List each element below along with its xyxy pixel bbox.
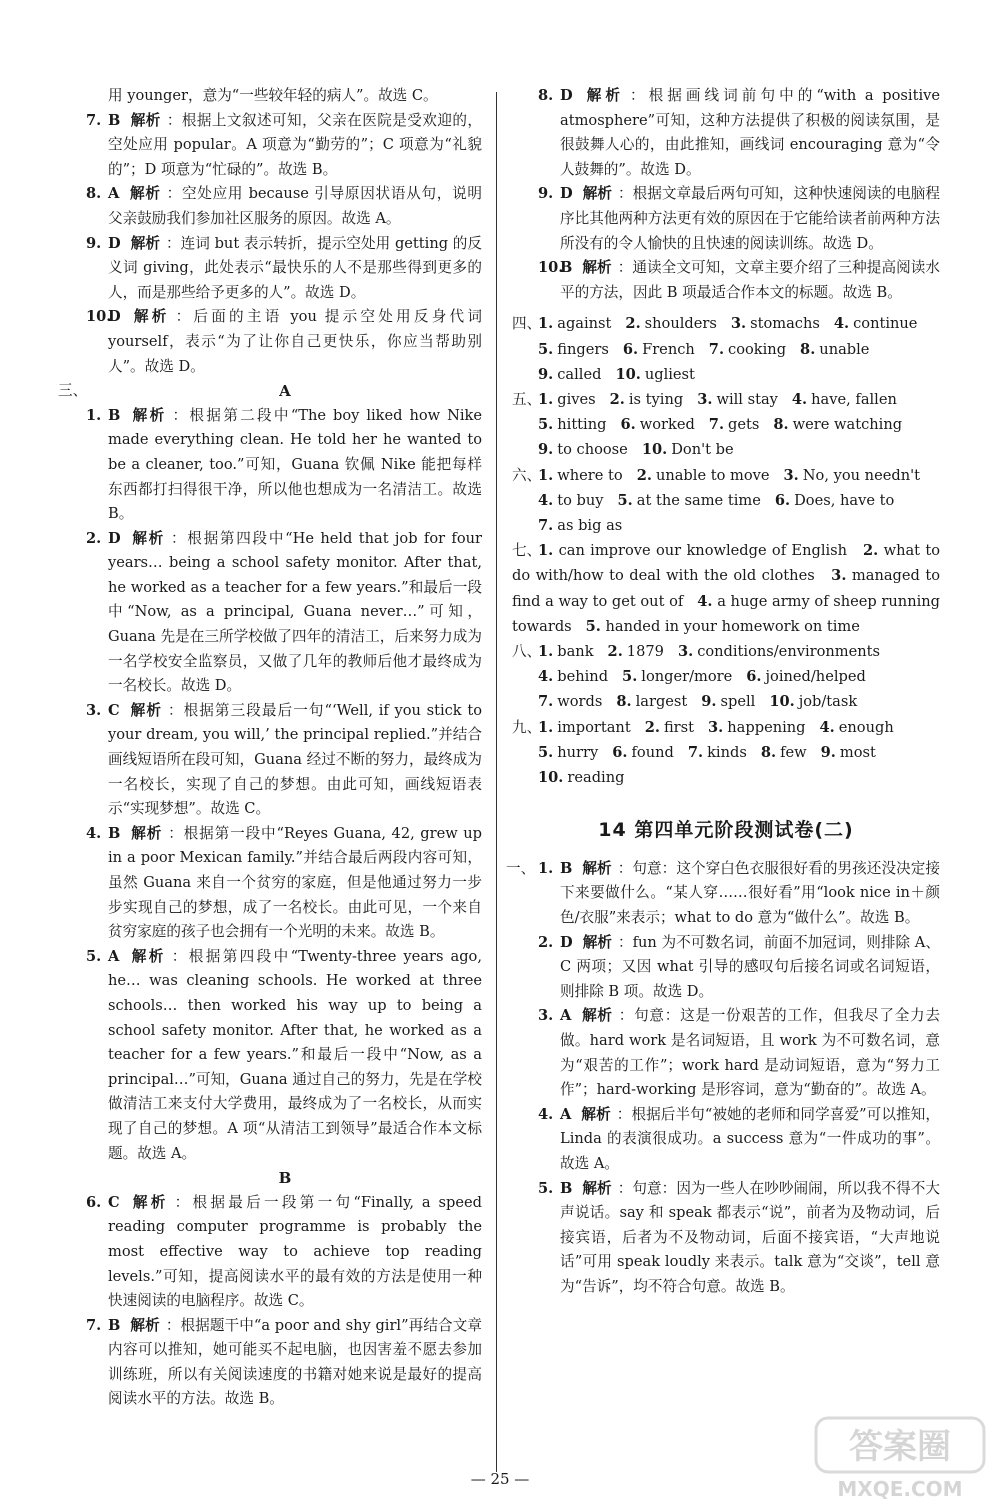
fill-answer <box>820 719 894 736</box>
fill-answer <box>642 441 734 458</box>
fill-number: 5. <box>538 340 554 358</box>
fill-number: 5. <box>622 668 638 686</box>
watermark-url: MXQE.COM <box>837 1477 963 1501</box>
fill-number: 1. <box>538 718 554 736</box>
fill-text: hurry <box>557 743 599 761</box>
fill-text: cooking <box>728 340 787 358</box>
fill-number: 2. <box>625 315 641 333</box>
item-answer: D <box>108 308 121 326</box>
fill-text: what to do with/how to deal with the old clothes <box>512 542 941 585</box>
fill-text: most <box>839 743 876 761</box>
fill-section-sec5 <box>512 387 940 463</box>
item-answer: A <box>560 1007 572 1025</box>
fill-number: 2. <box>644 718 660 736</box>
fill-text: handed in your homework on time <box>605 617 860 635</box>
fill-number: 9. <box>701 693 717 711</box>
analysis-text: ：连词 but 表示转折，提示空处用 getting 的反义词 giving，此处表示“最快乐的人不是那些得到更多的人，而是那些给予更多的人”。故选 D。 <box>108 234 482 301</box>
fill-text: gets <box>728 416 760 434</box>
fill-number: 4. <box>833 315 850 333</box>
fill-text: unable <box>819 340 870 358</box>
answer-item <box>58 305 482 379</box>
fill-text: Don't be <box>671 441 734 459</box>
answer-group-c <box>58 1191 482 1412</box>
answer-item <box>58 109 482 183</box>
fill-number: 6. <box>612 743 628 761</box>
item-number: 8. <box>538 87 554 104</box>
unit-section-one <box>506 857 940 1300</box>
fill-text: called <box>557 365 602 383</box>
page-number: — 25 — <box>470 1470 530 1488</box>
analysis-text: ：句意：这是一份艰苦的工作，但我尽了全力去做。hard work 是名词短语，且 work 为不可数名词，意为“艰苦的工作”；work hard 是动词短语，意为“努力工作”；hard-working 是形容词，意为“勤奋的”。故选 A。 <box>560 1007 940 1099</box>
fill-answer <box>538 441 628 458</box>
fill-answer <box>708 719 805 736</box>
item-number: 2. <box>538 933 554 951</box>
fill-section-sec8 <box>512 639 940 715</box>
fill-number: 4. <box>538 668 554 686</box>
section-one-mark: 一、 <box>506 859 536 877</box>
fill-number: 9. <box>538 441 554 459</box>
analysis-text: ：fun 为不可数名词，前面不加冠词，则排除 A、C 两项；又因 what 引导的感叹句后接名词或名词短语，则排除 B 项。故选 D。 <box>560 933 940 1000</box>
left-column <box>58 84 482 1412</box>
fill-answer <box>622 668 732 685</box>
fill-answer <box>538 643 594 660</box>
answer-item <box>58 404 482 527</box>
item-answer: C <box>108 1193 120 1211</box>
fill-text: No, you needn't <box>802 466 920 484</box>
analysis-label: 解析 <box>582 259 612 277</box>
item-answer: B <box>108 1316 121 1334</box>
fill-number: 5. <box>538 416 554 434</box>
fill-row <box>538 513 940 538</box>
fill-text: hitting <box>557 416 607 434</box>
analysis-text: ：根据上文叙述可知，父亲在医院是受欢迎的，空处应用 popular。A 项意为“勤劳的”；C 项意为“礼貌的”；D 项意为“忙碌的”。故选 B。 <box>108 111 482 178</box>
fill-answer <box>834 315 918 332</box>
analysis-text: ：根据第二段中“The boy liked how Nike made everything clean. He told her he wanted to be a cleaner, too.”可知，Guana 钦佩 Nike 能把每样东西都打扫得很干净，所以他也想成为一名清洁工。故选 B。 <box>108 406 482 523</box>
fill-text: shoulders <box>644 315 717 333</box>
item-number: 3. <box>538 1007 554 1025</box>
item-number: 4. <box>86 824 102 842</box>
fill-text: unable to move <box>655 466 770 484</box>
fill-answer <box>538 416 606 433</box>
fill-text: against <box>557 315 612 333</box>
fill-text: will stay <box>716 390 778 408</box>
fill-text: as big as <box>557 516 623 534</box>
fill-answer <box>623 341 695 358</box>
fill-answer <box>625 315 716 332</box>
analysis-text: ：根据第三段最后一句“‘Well, if you stick to your dream, you will,’ the principal replied.”并结合画线短语所在段可知，Guana 经过不断的努力，最终成为一名校长，实现了自己的梦想。由此可知，画线短语表示“实现梦想”。故选 C。 <box>108 701 482 818</box>
fill-row <box>538 488 940 513</box>
fill-number: 8. <box>760 743 777 761</box>
item-number: 4. <box>538 1105 554 1123</box>
fill-text: can improve our knowledge of English <box>558 542 848 560</box>
fill-row <box>538 437 940 462</box>
fill-answer <box>620 416 694 433</box>
fill-answer <box>538 744 598 761</box>
item-answer: A <box>108 947 120 965</box>
fill-answer <box>538 341 609 358</box>
item-answer: D <box>560 933 573 951</box>
fill-text: fingers <box>557 340 609 358</box>
fill-answer <box>761 744 807 761</box>
fill-number: 4. <box>538 491 554 509</box>
analysis-text: ：句意：这个穿白色衣服很好看的男孩还没决定接下来要做什么。“某人穿……很好看”用“look nice in＋颜色/衣服”来表示；what to do 意为“做什么”。故选 B。 <box>560 859 940 926</box>
item-answer: A <box>108 185 120 203</box>
fill-text: spell <box>720 693 756 711</box>
answer-item <box>512 1177 940 1300</box>
fill-answer <box>538 517 622 534</box>
item-number: 10. <box>538 259 564 277</box>
fill-text: Does, have to <box>794 491 895 509</box>
fill-number: 5. <box>585 617 601 635</box>
fill-text: ugliest <box>644 365 695 383</box>
fill-text: longer/more <box>641 668 733 686</box>
fill-text: found <box>631 743 674 761</box>
fill-row <box>538 412 940 437</box>
fill-number: 2. <box>636 466 652 484</box>
answer-item <box>512 857 940 931</box>
analysis-text: ：根据文章最后两句可知，这种快速阅读的电脑程序比其他两种方法更有效的原因在于它能给读者前两种方法所没有的令人愉快的且快速的阅读训练。故选 D。 <box>560 185 940 252</box>
fill-number: 6. <box>622 340 639 358</box>
analysis-label: 解析 <box>130 1316 160 1334</box>
fill-row <box>538 689 940 714</box>
section-mark: 五、 <box>512 390 542 408</box>
fill-in-sections <box>512 311 940 790</box>
fill-answer <box>538 366 601 383</box>
fill-answer <box>731 315 820 332</box>
watermark-logo-text: 答案圈 <box>849 1427 951 1467</box>
item-number: 5. <box>538 1179 554 1197</box>
analysis-label: 解析 <box>582 87 624 104</box>
answer-item <box>58 822 482 945</box>
answer-item <box>58 1314 482 1412</box>
fill-number: 2. <box>607 642 623 660</box>
fill-number: 8. <box>616 693 632 711</box>
answer-item <box>512 1103 940 1177</box>
analysis-text: ：根据后半句“被她的老师和同学喜爱”可以推知，Linda 的表演很成功。a success 意为“一件成功的事”。故选 A。 <box>560 1105 940 1172</box>
fill-number: 10. <box>615 365 641 383</box>
fill-number: 10. <box>538 769 564 786</box>
analysis-label: 解析 <box>130 111 161 129</box>
fill-section-sec4 <box>512 311 940 387</box>
fill-answer <box>784 467 920 484</box>
fill-number: 1. <box>538 315 554 333</box>
fill-text: were watching <box>792 416 903 434</box>
intro-line: 用 younger，意为“一些较年轻的病人”。故选 C。 <box>108 87 438 104</box>
fill-number: 6. <box>774 491 791 509</box>
answer-group-b <box>58 404 482 1166</box>
column-divider <box>496 92 497 1472</box>
analysis-label: 解析 <box>582 185 612 203</box>
item-answer: D <box>560 87 573 104</box>
fill-answer <box>697 391 778 408</box>
section-three-header <box>58 379 482 404</box>
analysis-label: 解析 <box>582 1179 612 1197</box>
fill-answer <box>792 391 897 408</box>
answer-item <box>512 84 940 182</box>
item-answer: B <box>560 259 573 277</box>
fill-answer <box>709 416 760 433</box>
analysis-text: ：后面的主语 you 提示空处用反身代词 yourself，表示“为了让你自己更快乐，你应当帮助别人”。故选 D。 <box>108 308 482 375</box>
item-answer: B <box>108 406 121 424</box>
fill-answer <box>769 693 857 710</box>
fill-answer <box>612 744 674 761</box>
fill-row <box>538 362 940 387</box>
fill-number: 7. <box>538 693 554 711</box>
analysis-label: 解析 <box>129 947 166 965</box>
fill-number: 9. <box>820 743 836 761</box>
passage-a-label: A <box>279 382 291 401</box>
fill-answer <box>538 719 631 736</box>
fill-text: bank <box>557 642 594 660</box>
fill-text: a huge army of sheep running towards <box>512 592 941 635</box>
analysis-label: 解析 <box>129 1193 169 1211</box>
analysis-label: 解析 <box>130 824 163 842</box>
analysis-text: ：根据最后一段第一句“Finally, a speed reading computer programme is probably the most effective way to achieve top reading levels.”可知，提高阅读水平的最有效的方法是使用一种快速阅读的电脑程序。故选 C。 <box>108 1193 482 1310</box>
analysis-label: 解析 <box>582 859 612 877</box>
fill-number: 3. <box>783 466 799 484</box>
section-mark: 七、 <box>512 542 542 560</box>
item-answer: C <box>108 701 120 719</box>
answer-item <box>58 232 482 306</box>
fill-number: 9. <box>538 365 554 383</box>
fill-number: 4. <box>697 592 713 610</box>
fill-answer <box>538 315 611 332</box>
fill-answer <box>637 467 770 484</box>
fill-number: 6. <box>620 416 636 434</box>
analysis-text: ：根据画线词前句中的“with a positive atmosphere”可知，这种方法提供了积极的阅读氛围，是很鼓舞人心的，由此推知，画线词 encouraging 意为“令人鼓舞的”。故选 D。 <box>560 87 940 178</box>
section-mark: 四、 <box>512 315 542 333</box>
analysis-label: 解析 <box>130 308 170 326</box>
fill-row <box>538 664 940 689</box>
fill-text: enough <box>838 718 894 736</box>
analysis-label: 解析 <box>130 529 165 547</box>
fill-number: 2. <box>863 542 879 560</box>
fill-number: 4. <box>791 390 808 408</box>
fill-number: 1. <box>538 390 554 408</box>
fill-answer <box>688 744 747 761</box>
fill-number: 3. <box>677 642 694 660</box>
item-number: 5. <box>86 947 102 965</box>
item-number: 3. <box>86 701 102 719</box>
analysis-label: 解析 <box>581 1105 611 1123</box>
item-number: 9. <box>538 185 554 203</box>
answer-item <box>58 945 482 1166</box>
fill-number: 1. <box>538 642 554 660</box>
item-number: 6. <box>86 1193 102 1211</box>
fill-answer <box>709 341 786 358</box>
fill-row <box>538 765 940 790</box>
item-answer: D <box>108 234 121 252</box>
unit-answer-list <box>512 857 940 1300</box>
item-answer: D <box>560 185 573 203</box>
fill-text: few <box>780 743 807 761</box>
fill-number: 8. <box>800 340 816 358</box>
fill-text: French <box>642 340 695 358</box>
fill-number: 7. <box>687 743 704 761</box>
fill-row <box>538 740 940 765</box>
fill-text: stomachs <box>750 315 820 333</box>
fill-text: managed to find a way to get out of <box>512 567 941 610</box>
fill-section-sec7 <box>512 538 940 639</box>
unit-title: 14 第四单元阶段测试卷(二) <box>598 819 854 842</box>
analysis-label: 解析 <box>582 933 612 951</box>
fill-answer <box>701 693 755 710</box>
fill-answer <box>538 668 608 685</box>
fill-number: 1. <box>538 542 554 560</box>
answer-group-a <box>58 109 482 380</box>
fill-text: where to <box>557 466 623 484</box>
answer-item <box>512 931 940 1005</box>
fill-text: important <box>557 718 631 736</box>
fill-number: 7. <box>538 516 554 534</box>
fill-row <box>538 311 940 336</box>
fill-answer <box>618 492 761 509</box>
fill-number: 4. <box>819 718 835 736</box>
passage-b-label: B <box>278 1169 292 1188</box>
fill-answer <box>538 492 604 509</box>
fill-answer <box>678 643 880 660</box>
fill-text: have, fallen <box>811 390 897 408</box>
fill-text: joined/helped <box>765 668 866 686</box>
answer-item <box>58 1191 482 1314</box>
section-three-mark: 三、 <box>58 382 88 400</box>
fill-text: first <box>663 718 695 736</box>
fill-number: 3. <box>708 718 724 736</box>
section-mark: 九、 <box>512 718 542 736</box>
fill-text: conditions/environments <box>697 642 881 660</box>
section-mark: 八、 <box>512 642 542 660</box>
fill-number: 5. <box>538 743 554 761</box>
fill-number: 8. <box>773 416 789 434</box>
answer-item <box>58 699 482 822</box>
fill-text: happening <box>727 718 806 736</box>
item-answer: B <box>560 1179 573 1197</box>
fill-row <box>538 337 940 362</box>
fill-answer <box>775 492 894 509</box>
fill-answer <box>538 391 596 408</box>
fill-number: 6. <box>746 668 762 686</box>
analysis-label: 解析 <box>130 406 167 424</box>
analysis-text: ：根据第一段中“Reyes Guana, 42, grew up in a poor Mexican family.”并结合最后两段内容可知，虽然 Guana 来自一个贫穷的家庭，但是他通过努力一步步实现自己的梦想，成了一名校长。由此可见，一个来自贫穷家庭的孩子也会拥有一个光明的未来。故选 B。 <box>108 824 482 941</box>
fill-section-sec6 <box>512 463 940 539</box>
fill-text: at the same time <box>636 491 761 509</box>
fill-answer <box>538 693 602 710</box>
fill-row <box>538 463 940 488</box>
watermark-logo <box>810 1412 990 1504</box>
analysis-text: ：空处应用 because 引导原因状语从句，说明父亲鼓励我们参加社区服务的原因。故选 A。 <box>108 185 482 227</box>
answer-item <box>58 527 482 699</box>
fill-number: 3. <box>697 390 713 408</box>
item-answer: B <box>560 859 573 877</box>
fill-answer <box>608 643 664 660</box>
fill-answer <box>538 542 847 559</box>
fill-text: gives <box>557 390 596 408</box>
analysis-label: 解析 <box>129 701 162 719</box>
fill-text: behind <box>557 668 609 686</box>
fill-text: worked <box>639 416 695 434</box>
answer-item <box>512 256 940 305</box>
item-number: 7. <box>86 1316 102 1334</box>
analysis-text: ：通读全文可知，文章主要介绍了三种提高阅读水平的方法，因此 B 项最适合作本文的标题。故选 B。 <box>560 259 940 301</box>
analysis-text: ：根据题干中“a poor and shy girl”再结合文章内容可以推知，她可能买不起电脑，也因害羞不愿去参加训练班，所以有关阅读速度的书籍对她来说是最好的提高阅读水平的方法。故选 B。 <box>108 1316 482 1408</box>
analysis-label: 解析 <box>581 1007 613 1025</box>
item-number: 2. <box>86 529 102 547</box>
fill-number: 7. <box>708 416 725 434</box>
answer-item <box>512 1004 940 1102</box>
right-column <box>506 84 941 1299</box>
fill-text: continue <box>853 315 918 333</box>
analysis-text: ：根据第四段中“Twenty-three years ago, he… was cleaning schools. He worked at three schools… then worked his way up to being a school safety monitor. After that, he worked as a teacher for a few years.”和最后一段中“Now, as a principal…”可知，Guana 通过自己的努力，先是在学校做清洁工来支付大学费用，最终成为了一名校长，从而实现了自己的梦想。A 项“从清洁工到领导”最适合作本文标题。故选 A。 <box>108 947 482 1162</box>
fill-answer <box>800 341 869 358</box>
item-answer: B <box>108 111 121 129</box>
item-answer: A <box>560 1105 572 1123</box>
fill-answer <box>746 668 866 685</box>
answer-group-right <box>512 84 940 305</box>
fill-answer <box>645 719 694 736</box>
fill-answer <box>821 744 876 761</box>
fill-answer <box>773 416 902 433</box>
fill-number: 1. <box>538 466 554 484</box>
fill-answer <box>586 618 860 635</box>
analysis-label: 解析 <box>130 234 160 252</box>
fill-answer <box>615 366 694 383</box>
item-number: 7. <box>86 111 102 129</box>
fill-number: 10. <box>641 441 668 459</box>
fill-text: 1879 <box>626 642 664 660</box>
analysis-text: ：根据第四段中“He held that job for four years… being a school safety monitor. After that, he worked as a teacher for a few years.”和最后一段中“Now, as a principal, Guana never…”可知，Guana 先是在三所学校做了四年的清洁工，后来努力成为一名学校安全监察员，又做了几年的教师后他才最终成为一名校长。故选 D。 <box>108 529 482 695</box>
analysis-label: 解析 <box>129 185 161 203</box>
fill-text: largest <box>635 693 688 711</box>
item-number: 9. <box>86 234 102 252</box>
fill-number: 2. <box>609 390 625 408</box>
fill-number: 5. <box>617 491 633 509</box>
fill-text: reading <box>567 769 625 786</box>
fill-text: to choose <box>557 441 628 459</box>
fill-row <box>538 715 940 740</box>
fill-number: 3. <box>730 315 747 333</box>
fill-text: job/task <box>798 693 858 711</box>
fill-number: 7. <box>708 340 725 358</box>
fill-answer <box>538 769 624 786</box>
item-number: 1. <box>86 406 102 424</box>
fill-answer <box>538 467 623 484</box>
fill-section-sec9 <box>512 715 940 791</box>
analysis-text: ：句意：因为一些人在吵吵闹闹，所以我不得不大声说话。say 和 speak 都表示“说”，前者为及物动词，后接宾语，后者为不及物动词，后面不接宾语，“大声地说话”可用 speak loudly 来表示。talk 意为“交谈”，tell 意为“告诉”，均不符合句意。故选 B。 <box>560 1179 940 1295</box>
section-mark: 六、 <box>512 466 542 484</box>
fill-row <box>538 387 940 412</box>
fill-answer <box>610 391 684 408</box>
fill-text: is tying <box>628 390 684 408</box>
fill-text: words <box>557 693 603 711</box>
item-number: 8. <box>86 185 102 203</box>
fill-answer <box>616 693 687 710</box>
answer-item <box>512 182 940 256</box>
fill-number: 10. <box>769 693 795 711</box>
fill-text: to buy <box>557 491 604 509</box>
item-answer: D <box>108 529 121 547</box>
item-answer: B <box>108 824 121 842</box>
fill-text: kinds <box>707 743 747 761</box>
fill-row <box>538 639 940 664</box>
item-number: 10. <box>86 308 112 326</box>
item-number: 1. <box>538 859 554 877</box>
fill-number: 3. <box>831 567 847 585</box>
answer-item <box>58 182 482 231</box>
